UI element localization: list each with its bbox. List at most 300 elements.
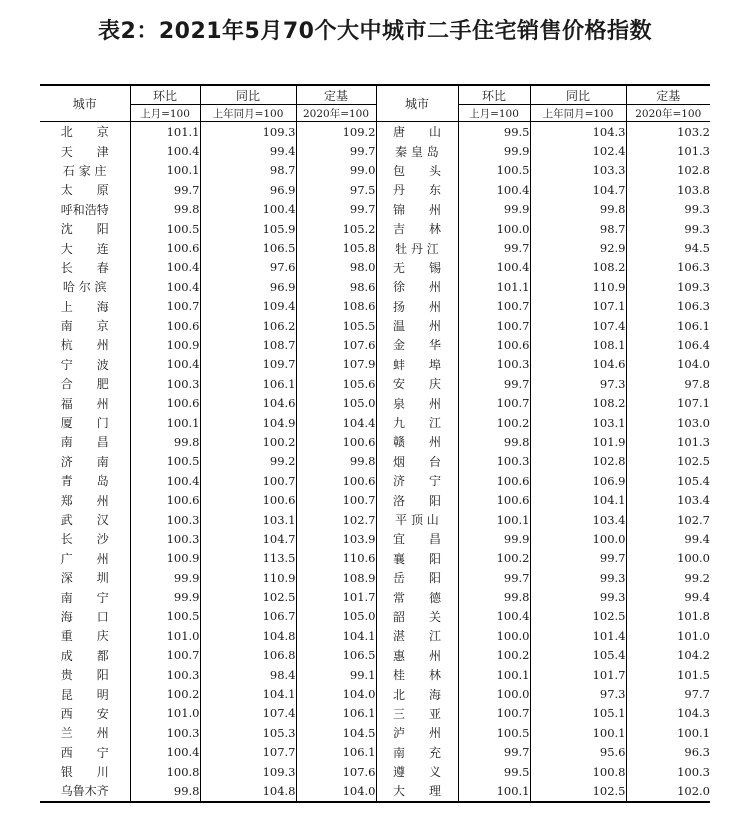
mom-value: 100.3 — [458, 355, 530, 374]
base-value: 106.1 — [296, 704, 376, 723]
base-subheader: 2020年=100 — [296, 105, 376, 122]
base-value: 94.5 — [626, 238, 710, 257]
mom-value: 100.7 — [458, 393, 530, 412]
yoy-value: 104.6 — [530, 355, 626, 374]
city-name: 烟 台 — [376, 452, 458, 471]
base-value: 96.3 — [626, 743, 710, 762]
table-row — [40, 355, 710, 374]
mom-value: 100.2 — [458, 549, 530, 568]
base-value: 99.7 — [296, 141, 376, 160]
mom-value: 100.7 — [130, 297, 200, 316]
mom-value: 100.3 — [130, 374, 200, 393]
price-index-table — [40, 84, 710, 803]
yoy-value: 98.7 — [200, 161, 296, 180]
base-value: 104.1 — [296, 626, 376, 645]
city-name: 杭 州 — [60, 338, 109, 353]
mom-value: 99.9 — [458, 529, 530, 548]
yoy-value: 107.4 — [530, 316, 626, 335]
mom-value: 100.3 — [130, 510, 200, 529]
city-name: 丹 东 — [376, 180, 458, 199]
yoy-subheader: 上年同月=100 — [530, 105, 626, 122]
base-value: 104.4 — [296, 413, 376, 432]
base-value: 101.3 — [626, 432, 710, 451]
mom-value: 100.7 — [130, 646, 200, 665]
yoy-value: 104.9 — [200, 413, 296, 432]
base-subheader: 2020年=100 — [626, 105, 710, 122]
city-name: 襄 阳 — [376, 549, 458, 568]
yoy-value: 100.0 — [530, 529, 626, 548]
table-row — [40, 219, 710, 238]
mom-subheader: 上月=100 — [130, 105, 200, 122]
city-name: 常 德 — [376, 587, 458, 606]
table-row — [40, 335, 710, 354]
base-value: 100.6 — [296, 432, 376, 451]
base-value: 101.8 — [626, 607, 710, 626]
yoy-value: 99.3 — [530, 587, 626, 606]
yoy-value: 113.5 — [200, 549, 296, 568]
city-name: 徐 州 — [376, 277, 458, 296]
yoy-value: 96.9 — [200, 277, 296, 296]
yoy-value: 108.2 — [530, 393, 626, 412]
base-value: 103.0 — [626, 413, 710, 432]
base-value: 108.6 — [296, 297, 376, 316]
yoy-value: 107.7 — [200, 743, 296, 762]
yoy-value: 102.5 — [530, 607, 626, 626]
mom-value: 100.3 — [130, 665, 200, 684]
city-name: 三 亚 — [376, 704, 458, 723]
yoy-value: 106.9 — [530, 471, 626, 490]
table-row — [40, 374, 710, 393]
table-row — [40, 277, 710, 296]
yoy-value: 105.3 — [200, 723, 296, 742]
base-value: 99.7 — [296, 200, 376, 219]
city-name: 厦 门 — [60, 416, 109, 431]
city-name: 泉 州 — [376, 393, 458, 412]
city-name: 重 庆 — [60, 629, 109, 644]
base-value: 105.0 — [296, 607, 376, 626]
mom-value: 100.3 — [130, 723, 200, 742]
mom-value: 100.9 — [130, 335, 200, 354]
base-value: 97.8 — [626, 374, 710, 393]
mom-value: 100.6 — [130, 238, 200, 257]
base-value: 101.0 — [626, 626, 710, 645]
yoy-value: 99.8 — [530, 200, 626, 219]
table-row — [40, 393, 710, 412]
mom-value: 99.8 — [458, 587, 530, 606]
base-value: 102.8 — [626, 161, 710, 180]
city-name: 锦 州 — [376, 200, 458, 219]
city-name: 惠 州 — [376, 646, 458, 665]
table-row — [40, 665, 710, 684]
yoy-value: 100.2 — [200, 432, 296, 451]
base-header: 定基 — [626, 85, 710, 105]
mom-value: 100.0 — [458, 684, 530, 703]
city-name: 济 南 — [60, 454, 109, 469]
yoy-value: 108.7 — [200, 335, 296, 354]
yoy-value: 104.3 — [530, 122, 626, 142]
city-name: 长 春 — [60, 260, 109, 275]
base-value: 106.3 — [626, 258, 710, 277]
city-name: 平 顶 山 — [376, 510, 458, 529]
yoy-value: 101.4 — [530, 626, 626, 645]
yoy-value: 103.3 — [530, 161, 626, 180]
table-row — [40, 122, 710, 142]
base-value: 100.1 — [626, 723, 710, 742]
yoy-subheader: 上年同月=100 — [200, 105, 296, 122]
mom-value: 100.8 — [130, 762, 200, 781]
yoy-value: 106.2 — [200, 316, 296, 335]
mom-value: 100.4 — [130, 258, 200, 277]
mom-value: 100.4 — [130, 355, 200, 374]
table-row — [40, 297, 710, 316]
mom-value: 101.1 — [130, 122, 200, 142]
base-value: 99.8 — [296, 452, 376, 471]
mom-value: 100.4 — [458, 258, 530, 277]
city-name: 泸 州 — [376, 723, 458, 742]
yoy-value: 107.4 — [200, 704, 296, 723]
mom-value: 100.1 — [458, 781, 530, 801]
table-row — [40, 568, 710, 587]
city-name: 岳 阳 — [376, 568, 458, 587]
base-value: 103.8 — [626, 180, 710, 199]
city-name: 合 肥 — [60, 377, 109, 392]
city-header: 城市 — [40, 85, 130, 122]
mom-value: 100.0 — [458, 219, 530, 238]
mom-value: 99.7 — [458, 568, 530, 587]
base-value: 98.0 — [296, 258, 376, 277]
base-value: 104.0 — [296, 684, 376, 703]
city-name: 九 江 — [376, 413, 458, 432]
city-name: 天 津 — [60, 144, 109, 159]
city-name: 上 海 — [60, 299, 109, 314]
yoy-value: 95.6 — [530, 743, 626, 762]
table-row — [40, 587, 710, 606]
city-name: 武 汉 — [60, 513, 109, 527]
city-name: 乌鲁木齐 — [40, 781, 130, 801]
table-row — [40, 471, 710, 490]
header-row — [40, 85, 710, 105]
base-value: 104.0 — [296, 781, 376, 801]
mom-value: 100.1 — [458, 510, 530, 529]
city-name: 昆 明 — [60, 687, 109, 702]
mom-value: 100.9 — [130, 549, 200, 568]
base-value: 104.2 — [626, 646, 710, 665]
base-value: 97.5 — [296, 180, 376, 199]
table-row — [40, 762, 710, 781]
yoy-value: 109.4 — [200, 297, 296, 316]
base-value: 107.9 — [296, 355, 376, 374]
mom-value: 100.4 — [458, 180, 530, 199]
city-name: 郑 州 — [60, 493, 109, 508]
city-name: 大 理 — [376, 781, 458, 801]
city-header: 城市 — [376, 85, 458, 122]
mom-value: 100.3 — [458, 452, 530, 471]
base-value: 104.3 — [626, 704, 710, 723]
base-value: 101.5 — [626, 665, 710, 684]
base-value: 103.9 — [296, 529, 376, 548]
mom-value: 100.4 — [130, 471, 200, 490]
city-name: 大 连 — [60, 241, 109, 256]
yoy-value: 105.4 — [530, 646, 626, 665]
base-value: 100.6 — [296, 471, 376, 490]
city-name: 呼和浩特 — [60, 202, 109, 217]
base-value: 104.5 — [296, 723, 376, 742]
table-row — [40, 258, 710, 277]
mom-value: 101.0 — [130, 704, 200, 723]
yoy-value: 100.4 — [200, 200, 296, 219]
base-value: 99.0 — [296, 161, 376, 180]
yoy-value: 98.7 — [530, 219, 626, 238]
mom-value: 101.0 — [130, 626, 200, 645]
mom-value: 100.6 — [130, 393, 200, 412]
yoy-value: 97.6 — [200, 258, 296, 277]
base-value: 102.0 — [626, 781, 710, 801]
base-value: 106.1 — [626, 316, 710, 335]
yoy-value: 104.7 — [530, 180, 626, 199]
city-name: 洛 阳 — [376, 490, 458, 509]
mom-value: 100.6 — [458, 335, 530, 354]
table-row — [40, 161, 710, 180]
yoy-value: 104.1 — [530, 490, 626, 509]
base-value: 99.1 — [296, 665, 376, 684]
base-header: 定基 — [296, 85, 376, 105]
base-value: 107.6 — [296, 762, 376, 781]
yoy-value: 97.3 — [530, 374, 626, 393]
mom-value: 99.8 — [130, 432, 200, 451]
city-name: 长 沙 — [60, 532, 109, 547]
mom-value: 99.8 — [130, 781, 200, 801]
mom-value: 100.7 — [458, 316, 530, 335]
table-row — [40, 238, 710, 257]
yoy-value: 105.1 — [530, 704, 626, 723]
base-value: 110.6 — [296, 549, 376, 568]
city-name: 牡 丹 江 — [376, 238, 458, 257]
base-value: 106.1 — [296, 743, 376, 762]
yoy-value: 100.6 — [200, 490, 296, 509]
yoy-header: 同比 — [200, 85, 296, 105]
mom-value: 100.2 — [458, 646, 530, 665]
city-name: 韶 关 — [376, 607, 458, 626]
mom-value: 99.7 — [458, 743, 530, 762]
city-name: 沈 阳 — [60, 222, 109, 237]
table-row — [40, 316, 710, 335]
city-name: 南 充 — [376, 743, 458, 762]
base-value: 99.3 — [626, 200, 710, 219]
city-name: 贵 阳 — [60, 668, 109, 683]
table-row — [40, 704, 710, 723]
mom-value: 100.5 — [130, 607, 200, 626]
yoy-value: 100.1 — [530, 723, 626, 742]
city-name: 石 家 庄 — [62, 163, 107, 178]
mom-value: 99.9 — [458, 200, 530, 219]
mom-value: 100.4 — [458, 607, 530, 626]
table-row — [40, 684, 710, 703]
city-name: 北 京 — [60, 125, 109, 140]
base-value: 99.4 — [626, 587, 710, 606]
mom-value: 100.1 — [130, 413, 200, 432]
city-name: 唐 山 — [376, 122, 458, 142]
base-value: 101.7 — [296, 587, 376, 606]
yoy-value: 104.8 — [200, 781, 296, 801]
yoy-value: 99.2 — [200, 452, 296, 471]
city-name: 温 州 — [376, 316, 458, 335]
base-value: 106.4 — [626, 335, 710, 354]
mom-value: 100.6 — [130, 490, 200, 509]
mom-header: 环比 — [130, 85, 200, 105]
yoy-value: 109.3 — [200, 122, 296, 142]
yoy-value: 110.9 — [530, 277, 626, 296]
mom-value: 99.7 — [130, 180, 200, 199]
mom-value: 100.2 — [130, 684, 200, 703]
table-row — [40, 529, 710, 548]
mom-value: 100.5 — [130, 452, 200, 471]
mom-value: 99.8 — [458, 432, 530, 451]
city-name: 南 京 — [60, 319, 109, 334]
city-name: 哈 尔 滨 — [62, 280, 107, 295]
mom-value: 100.6 — [130, 316, 200, 335]
yoy-value: 96.9 — [200, 180, 296, 199]
base-value: 105.8 — [296, 238, 376, 257]
table-row — [40, 723, 710, 742]
yoy-value: 108.2 — [530, 258, 626, 277]
subheader-row — [40, 105, 710, 122]
city-name: 包 头 — [376, 161, 458, 180]
mom-value: 99.5 — [458, 762, 530, 781]
table-row — [40, 607, 710, 626]
base-value: 109.3 — [626, 277, 710, 296]
city-name: 海 口 — [60, 609, 109, 624]
mom-value: 100.5 — [130, 219, 200, 238]
mom-value: 100.2 — [458, 413, 530, 432]
base-value: 106.5 — [296, 646, 376, 665]
city-name: 深 圳 — [60, 571, 109, 586]
mom-value: 100.4 — [130, 743, 200, 762]
yoy-value: 106.8 — [200, 646, 296, 665]
yoy-value: 104.7 — [200, 529, 296, 548]
yoy-value: 106.7 — [200, 607, 296, 626]
base-value: 102.5 — [626, 452, 710, 471]
yoy-value: 103.1 — [200, 510, 296, 529]
mom-value: 99.9 — [130, 568, 200, 587]
base-value: 100.0 — [626, 549, 710, 568]
city-name: 广 州 — [60, 551, 109, 566]
base-value: 103.4 — [626, 490, 710, 509]
table-row — [40, 781, 710, 801]
yoy-value: 102.4 — [530, 141, 626, 160]
mom-value: 99.9 — [130, 587, 200, 606]
mom-value: 100.4 — [130, 277, 200, 296]
city-name: 福 州 — [60, 396, 109, 411]
yoy-value: 103.1 — [530, 413, 626, 432]
mom-value: 100.6 — [458, 490, 530, 509]
base-value: 108.9 — [296, 568, 376, 587]
yoy-value: 104.6 — [200, 393, 296, 412]
yoy-value: 100.7 — [200, 471, 296, 490]
city-name: 宜 昌 — [376, 529, 458, 548]
mom-value: 100.1 — [130, 161, 200, 180]
mom-value: 100.4 — [130, 141, 200, 160]
mom-value: 100.0 — [458, 626, 530, 645]
mom-value: 99.9 — [458, 141, 530, 160]
city-name: 吉 林 — [376, 219, 458, 238]
mom-value: 100.7 — [458, 704, 530, 723]
base-value: 104.0 — [626, 355, 710, 374]
mom-value: 100.1 — [458, 665, 530, 684]
yoy-value: 109.3 — [200, 762, 296, 781]
yoy-value: 102.5 — [530, 781, 626, 801]
mom-value: 101.1 — [458, 277, 530, 296]
city-name: 金 华 — [376, 335, 458, 354]
page-title: 表2：2021年5月70个大中城市二手住宅销售价格指数 — [98, 19, 652, 44]
table-row — [40, 510, 710, 529]
city-name: 南 宁 — [60, 590, 109, 605]
mom-value: 99.7 — [458, 238, 530, 257]
yoy-value: 100.8 — [530, 762, 626, 781]
city-name: 秦 皇 岛 — [376, 141, 458, 160]
city-name: 遵 义 — [376, 762, 458, 781]
city-name: 青 岛 — [60, 474, 109, 489]
base-value: 106.3 — [626, 297, 710, 316]
base-value: 105.4 — [626, 471, 710, 490]
city-name: 西 安 — [60, 706, 109, 721]
base-value: 103.2 — [626, 122, 710, 142]
city-name: 太 原 — [60, 183, 109, 198]
city-name: 无 锡 — [376, 258, 458, 277]
city-name: 兰 州 — [60, 726, 109, 741]
mom-value: 99.5 — [458, 122, 530, 142]
base-value: 105.2 — [296, 219, 376, 238]
yoy-value: 101.7 — [530, 665, 626, 684]
yoy-value: 108.1 — [530, 335, 626, 354]
mom-value: 100.5 — [458, 723, 530, 742]
city-name: 济 宁 — [376, 471, 458, 490]
mom-header: 环比 — [458, 85, 530, 105]
yoy-value: 104.1 — [200, 684, 296, 703]
yoy-value: 99.7 — [530, 549, 626, 568]
yoy-value: 103.4 — [530, 510, 626, 529]
city-name: 北 海 — [376, 684, 458, 703]
yoy-value: 106.1 — [200, 374, 296, 393]
yoy-value: 99.3 — [530, 568, 626, 587]
base-value: 109.2 — [296, 122, 376, 142]
yoy-value: 97.3 — [530, 684, 626, 703]
table-row — [40, 180, 710, 199]
base-value: 99.4 — [626, 529, 710, 548]
city-name: 西 宁 — [60, 745, 109, 760]
base-value: 105.6 — [296, 374, 376, 393]
city-name: 赣 州 — [376, 432, 458, 451]
base-value: 97.7 — [626, 684, 710, 703]
yoy-value: 110.9 — [200, 568, 296, 587]
city-name: 成 都 — [60, 648, 109, 663]
base-value: 102.7 — [296, 510, 376, 529]
table-row — [40, 490, 710, 509]
city-name: 蚌 埠 — [376, 355, 458, 374]
table-row — [40, 141, 710, 160]
city-name: 扬 州 — [376, 297, 458, 316]
table-row — [40, 452, 710, 471]
mom-value: 100.3 — [130, 529, 200, 548]
table-row — [40, 200, 710, 219]
base-value: 100.3 — [626, 762, 710, 781]
base-value: 100.7 — [296, 490, 376, 509]
mom-subheader: 上月=100 — [458, 105, 530, 122]
city-name: 银 川 — [60, 765, 109, 780]
base-value: 102.7 — [626, 510, 710, 529]
table-row — [40, 743, 710, 762]
yoy-value: 109.7 — [200, 355, 296, 374]
table-row — [40, 432, 710, 451]
